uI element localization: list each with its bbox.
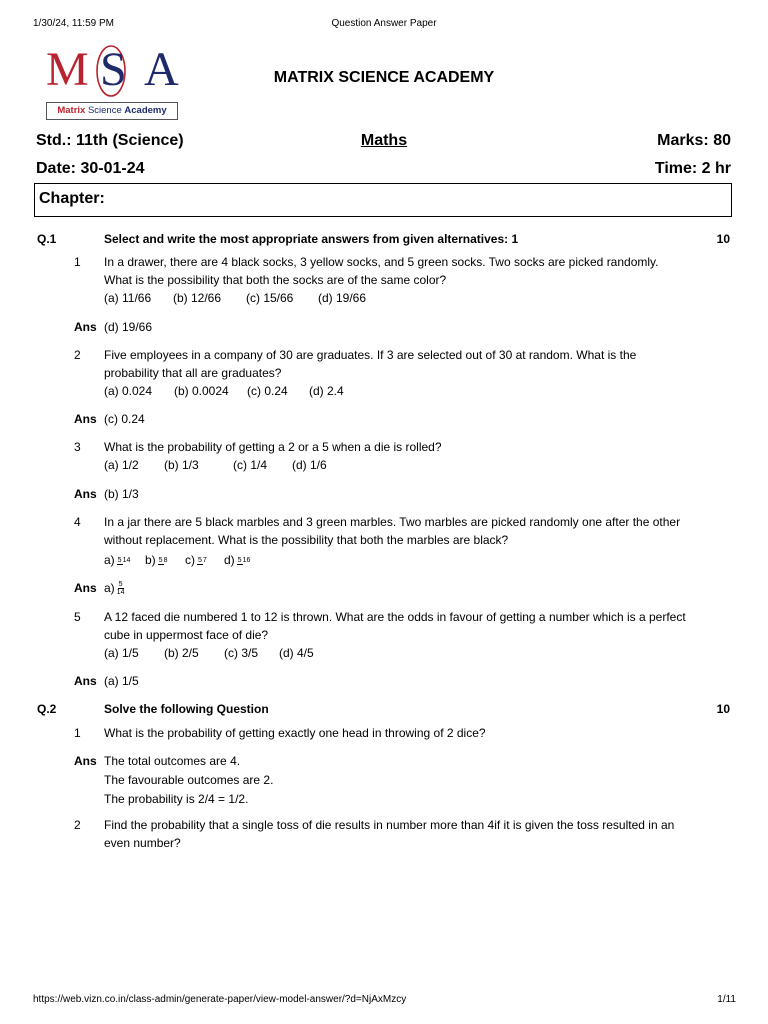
standard: Std.: 11th (Science)	[36, 132, 184, 149]
exam-time: Time: 2 hr	[654, 160, 731, 177]
question-heading: Solve the following Question	[104, 702, 269, 716]
answer-text: (a) 1/5	[104, 674, 139, 688]
chapter-box	[34, 183, 732, 217]
fraction: 516	[237, 556, 251, 564]
answer-label: Ans	[74, 754, 97, 768]
logo-caption: Matrix Science Academy	[46, 102, 178, 120]
question-heading: Select and write the most appropriate answers from given alternatives: 1	[104, 232, 519, 246]
exam-date: Date: 30-01-24	[36, 160, 145, 177]
answer-label: Ans	[74, 412, 97, 426]
fraction: 514	[117, 556, 131, 564]
answer-text: (c) 0.24	[104, 412, 145, 426]
item-options: (a) 1/2 (b) 1/3 (c) 1/4 (d) 1/6	[104, 458, 327, 472]
answer-label: Ans	[74, 581, 97, 595]
answer-text: (b) 1/3	[104, 487, 139, 501]
item-text: A 12 faced die numbered 1 to 12 is thrown. What are the odds in favour of getting a number which is a perfect cube in uppermost face of die? (a) 1/5 (b) 2/5 (c) 3/5 (d) 4/5	[104, 608, 714, 662]
chapter-label: Chapter:	[39, 190, 105, 207]
fraction: 57	[198, 556, 207, 564]
item-number: 4	[74, 515, 81, 529]
item-text: Find the probability that a single toss of die results in number more than 4if it is given the toss resulted in an even number?	[104, 818, 675, 850]
answer-text: The total outcomes are 4. The favourable outcomes are 2. The probability is 2/4 = 1/2.	[104, 754, 274, 806]
print-url: https://web.vizn.co.in/class-admin/generate-paper/view-model-answer/?d=NjAxMzcy	[33, 994, 407, 1005]
logo-letter-a: A	[144, 43, 179, 96]
fraction: $\frac{5}{14}$	[116, 581, 125, 597]
fraction: 58	[158, 556, 168, 564]
print-datetime: 1/30/24, 11:59 PM	[33, 18, 114, 29]
answer-label: Ans	[74, 320, 97, 334]
print-title: Question Answer Paper	[331, 18, 437, 29]
item-text: What is the probability of getting exactly one head in throwing of 2 dice?	[104, 726, 486, 740]
item-text: In a drawer, there are 4 black socks, 3 yellow socks, and 5 green socks. Two socks are picked randomly. What is the possibility that both the socks are of the same color? (a) 11/66 (b) 12/66 (c) 15/66 (d) 19/66	[104, 253, 714, 307]
item-number: 5	[74, 610, 81, 624]
item-options: (a) 0.024 (b) 0.0024 (c) 0.24 (d) 2.4	[104, 384, 344, 398]
answer-label: Ans	[74, 487, 97, 501]
item-number: 1	[74, 726, 81, 740]
print-page-number: 1/11	[717, 994, 736, 1005]
item-number: 2	[74, 348, 81, 362]
item-text: In a jar there are 5 black marbles and 3 green marbles. Two marbles are picked randomly one after the other without replacement. What is the possibility that both the marbles are black? a) 514 b) 58 c) 57 d) 516	[104, 513, 714, 569]
item-number: 2	[74, 818, 81, 832]
question-number: Q.2	[37, 702, 57, 716]
total-marks: Marks: 80	[657, 132, 731, 149]
logo-letter-m: M	[46, 43, 89, 96]
answer-label: Ans	[74, 674, 97, 688]
item-options: (a) 11/66 (b) 12/66 (c) 15/66 (d) 19/66	[104, 291, 367, 305]
answer-text: a) $\frac{5}{14}$	[104, 581, 125, 597]
question-marks: 10	[716, 702, 730, 716]
item-options: a) 514 b) 58 c) 57 d) 516	[104, 553, 251, 567]
item-text: Five employees in a company of 30 are graduates. If 3 are selected out of 30 at random. What is the probability that all are graduates? (a) 0.024 (b) 0.0024 (c) 0.24 (d) 2.4	[104, 346, 714, 400]
item-number: 1	[74, 255, 81, 269]
item-number: 3	[74, 440, 81, 454]
item-options: (a) 1/5 (b) 2/5 (c) 3/5 (d) 4/5	[104, 646, 314, 660]
item-text: What is the probability of getting a 2 or a 5 when a die is rolled? (a) 1/2 (b) 1/3 (c) 1/4 (d) 1/6	[104, 438, 714, 474]
question-number: Q.1	[37, 232, 57, 246]
subject: Maths	[360, 132, 408, 149]
academy-name: MATRIX SCIENCE ACADEMY	[273, 69, 495, 86]
question-marks: 10	[716, 232, 730, 246]
answer-text: (d) 19/66	[104, 320, 153, 334]
logo-letter-s: S	[100, 43, 127, 96]
